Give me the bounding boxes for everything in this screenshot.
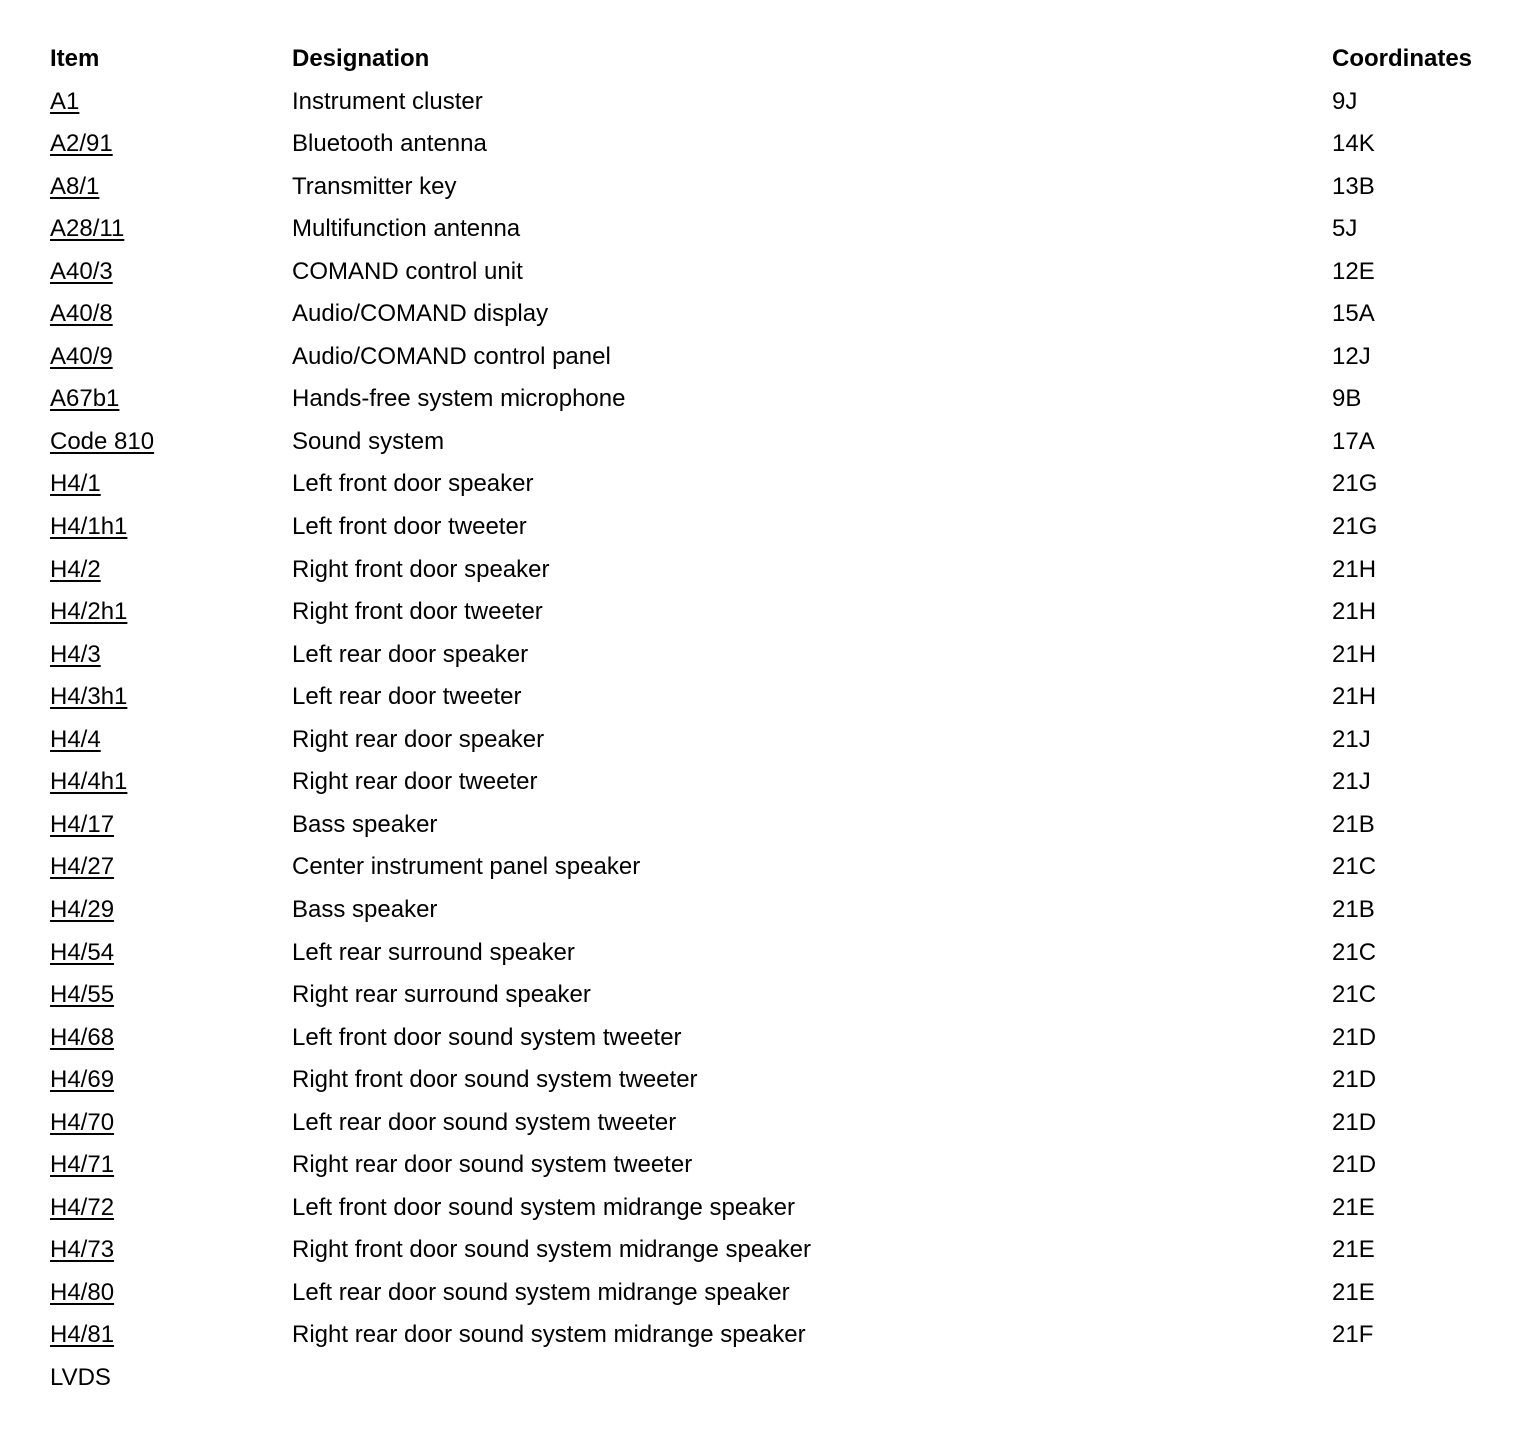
item-cell[interactable]: H4/29: [50, 895, 115, 923]
table-row: [0, 555, 1536, 598]
coordinates-cell: 9B: [1332, 385, 1362, 413]
table-row: [0, 342, 1536, 385]
header-designation: Designation: [292, 45, 430, 72]
header-coordinates: Coordinates: [1332, 45, 1473, 72]
coordinates-cell: 13B: [1332, 172, 1375, 200]
coordinates-cell: 21G: [1332, 513, 1378, 540]
table-row: [0, 725, 1536, 768]
table-row: [0, 214, 1536, 257]
designation-cell: Transmitter key: [292, 172, 457, 200]
designation-cell: Left rear door sound system tweeter: [292, 1108, 677, 1136]
designation-cell: Bass speaker: [292, 810, 438, 838]
table-row: [0, 1235, 1536, 1278]
coordinates-cell: 14K: [1332, 130, 1375, 158]
item-cell[interactable]: H4/54: [50, 938, 115, 966]
table-row: [0, 682, 1536, 725]
item-cell[interactable]: A1: [50, 87, 80, 115]
table-row: [0, 512, 1536, 555]
item-cell[interactable]: H4/17: [50, 810, 115, 838]
designation-cell: Left front door speaker: [292, 470, 534, 498]
table-row: [0, 852, 1536, 895]
designation-cell: Sound system: [292, 427, 445, 455]
item-cell[interactable]: H4/70: [50, 1108, 115, 1136]
item-cell[interactable]: A67b1: [50, 385, 120, 413]
coordinates-cell: 21H: [1332, 598, 1377, 626]
designation-cell: Right front door sound system midrange speaker: [292, 1236, 811, 1264]
coordinates-cell: 21J: [1332, 725, 1371, 753]
table-row: [0, 299, 1536, 342]
item-cell[interactable]: H4/4h1: [50, 768, 128, 796]
designation-cell: Instrument cluster: [292, 87, 483, 115]
table-header: [0, 44, 1536, 87]
coordinates-cell: 21D: [1332, 1108, 1377, 1136]
item-cell[interactable]: A40/3: [50, 257, 113, 285]
designation-cell: Left front door sound system tweeter: [292, 1023, 682, 1051]
item-cell[interactable]: A2/91: [50, 130, 113, 158]
item-cell[interactable]: H4/1h1: [50, 513, 128, 540]
coordinates-cell: 21B: [1332, 895, 1375, 923]
designation-cell: Left front door sound system midrange speaker: [292, 1193, 795, 1221]
item-cell[interactable]: H4/72: [50, 1193, 115, 1221]
coordinates-cell: 15A: [1332, 300, 1375, 328]
item-cell: LVDS: [50, 1364, 111, 1391]
table-row: [0, 767, 1536, 810]
coordinates-cell: 21H: [1332, 640, 1377, 668]
table-row: [0, 938, 1536, 981]
item-cell[interactable]: H4/2: [50, 555, 101, 583]
coordinates-cell: 21E: [1332, 1278, 1375, 1306]
coordinates-cell: 21J: [1332, 768, 1371, 796]
coordinates-cell: 21C: [1332, 938, 1377, 966]
item-cell[interactable]: H4/55: [50, 981, 115, 1009]
coordinates-cell: 9J: [1332, 87, 1358, 115]
table-row: [0, 1108, 1536, 1151]
coordinates-cell: 21F: [1332, 1321, 1374, 1349]
designation-cell: Left rear door tweeter: [292, 683, 522, 711]
item-cell[interactable]: H4/68: [50, 1023, 115, 1051]
designation-cell: Bluetooth antenna: [292, 130, 487, 158]
coordinates-cell: 21B: [1332, 810, 1375, 838]
item-cell[interactable]: Code 810: [50, 427, 155, 455]
coordinates-cell: 21C: [1332, 853, 1377, 881]
header-item: Item: [50, 45, 100, 72]
coordinates-cell: 5J: [1332, 215, 1358, 243]
item-cell[interactable]: A28/11: [50, 215, 125, 243]
table-row: [0, 87, 1536, 130]
table-row: [0, 469, 1536, 512]
coordinates-cell: 21G: [1332, 470, 1378, 498]
designation-cell: Left rear door speaker: [292, 640, 529, 668]
designation-cell: Hands-free system microphone: [292, 385, 626, 413]
designation-cell: Right rear door sound system tweeter: [292, 1151, 693, 1179]
item-cell[interactable]: A8/1: [50, 172, 100, 200]
table-row: [0, 1278, 1536, 1321]
table-row: [0, 810, 1536, 853]
item-cell[interactable]: H4/3: [50, 640, 101, 668]
coordinates-cell: 21H: [1332, 683, 1377, 711]
designation-cell: Right front door speaker: [292, 555, 550, 583]
table-row: [0, 172, 1536, 215]
designation-cell: Right rear door tweeter: [292, 768, 538, 796]
designation-cell: Multifunction antenna: [292, 215, 521, 243]
item-cell[interactable]: A40/8: [50, 300, 113, 328]
table-row: [0, 1065, 1536, 1108]
coordinates-cell: 12E: [1332, 257, 1375, 285]
designation-cell: Right rear door speaker: [292, 725, 545, 753]
item-cell[interactable]: H4/2h1: [50, 598, 128, 626]
coordinates-cell: 17A: [1332, 427, 1375, 455]
table-row: [0, 257, 1536, 300]
table-row: [0, 1320, 1536, 1363]
item-cell[interactable]: H4/27: [50, 853, 115, 881]
table-row: [0, 1150, 1536, 1193]
item-cell[interactable]: H4/73: [50, 1236, 115, 1264]
designation-cell: Left front door tweeter: [292, 513, 527, 540]
table-row: [0, 384, 1536, 427]
item-cell[interactable]: H4/3h1: [50, 683, 128, 711]
table-row: [0, 1363, 1536, 1406]
table-row: [0, 597, 1536, 640]
coordinates-cell: 21D: [1332, 1023, 1377, 1051]
designation-cell: Audio/COMAND display: [292, 300, 549, 328]
designation-cell: COMAND control unit: [292, 257, 523, 285]
item-cell[interactable]: H4/69: [50, 1066, 115, 1094]
table-row: [0, 640, 1536, 683]
item-cell[interactable]: H4/80: [50, 1278, 115, 1306]
designation-cell: Right rear surround speaker: [292, 981, 591, 1009]
coordinates-cell: 21E: [1332, 1193, 1375, 1221]
item-cell[interactable]: H4/81: [50, 1321, 115, 1349]
designation-cell: Left rear surround speaker: [292, 938, 575, 966]
designation-cell: Audio/COMAND control panel: [292, 342, 611, 370]
designation-cell: Right front door tweeter: [292, 598, 543, 626]
designation-cell: Right rear door sound system midrange speaker: [292, 1321, 806, 1349]
coordinates-cell: 21C: [1332, 981, 1377, 1009]
coordinates-cell: 21H: [1332, 555, 1377, 583]
table-row: [0, 1023, 1536, 1066]
table-row: [0, 980, 1536, 1023]
coordinates-cell: 21E: [1332, 1236, 1375, 1264]
coordinates-cell: 21D: [1332, 1066, 1377, 1094]
designation-cell: Bass speaker: [292, 895, 438, 923]
coordinates-cell: 12J: [1332, 342, 1371, 370]
item-cell[interactable]: H4/1: [50, 470, 101, 498]
designation-cell: Center instrument panel speaker: [292, 853, 641, 881]
designation-cell: Left rear door sound system midrange speaker: [292, 1278, 790, 1306]
coordinates-cell: 21D: [1332, 1151, 1377, 1179]
item-cell[interactable]: H4/4: [50, 725, 101, 753]
table-row: [0, 427, 1536, 470]
item-cell[interactable]: A40/9: [50, 342, 113, 370]
designation-cell: Right front door sound system tweeter: [292, 1066, 698, 1094]
table-row: [0, 1193, 1536, 1236]
table-row: [0, 129, 1536, 172]
table-row: [0, 895, 1536, 938]
item-cell[interactable]: H4/71: [50, 1151, 115, 1179]
